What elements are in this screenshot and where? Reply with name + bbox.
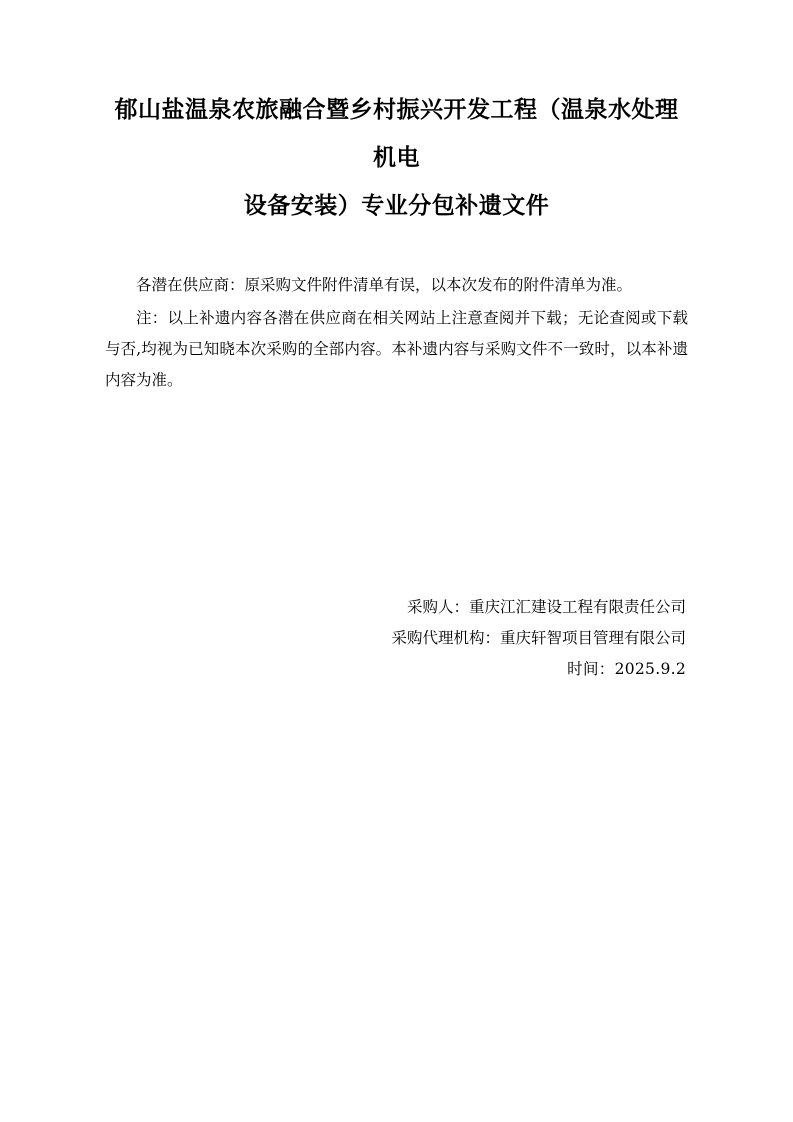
paragraph-note: 注：以上补遗内容各潜在供应商在相关网站上注意查阅并下载；无论查阅或下载与否,均视为已知晓本次采购的全部内容。本补遗内容与采购文件不一致时，以本补遗内容为准。 <box>105 309 688 389</box>
signature-buyer: 采购人：重庆江汇建设工程有限责任公司 <box>406 598 686 616</box>
signature-date: 时间：2025.9.2 <box>567 660 686 678</box>
signature-agency: 采购代理机构：重庆轩智项目管理有限公司 <box>391 629 686 647</box>
page-title-line-2: 设备安装）专业分包补遗文件 <box>243 193 550 219</box>
signature-block <box>105 592 688 685</box>
page-title <box>105 86 688 230</box>
paragraph-notice: 各潜在供应商：原采购文件附件清单有误，以本次发布的附件清单为准。 <box>136 276 633 294</box>
page-title-line-1: 郁山盐温泉农旅融合暨乡村振兴开发工程（温泉水处理机电 <box>114 97 679 171</box>
document-body <box>105 270 688 396</box>
